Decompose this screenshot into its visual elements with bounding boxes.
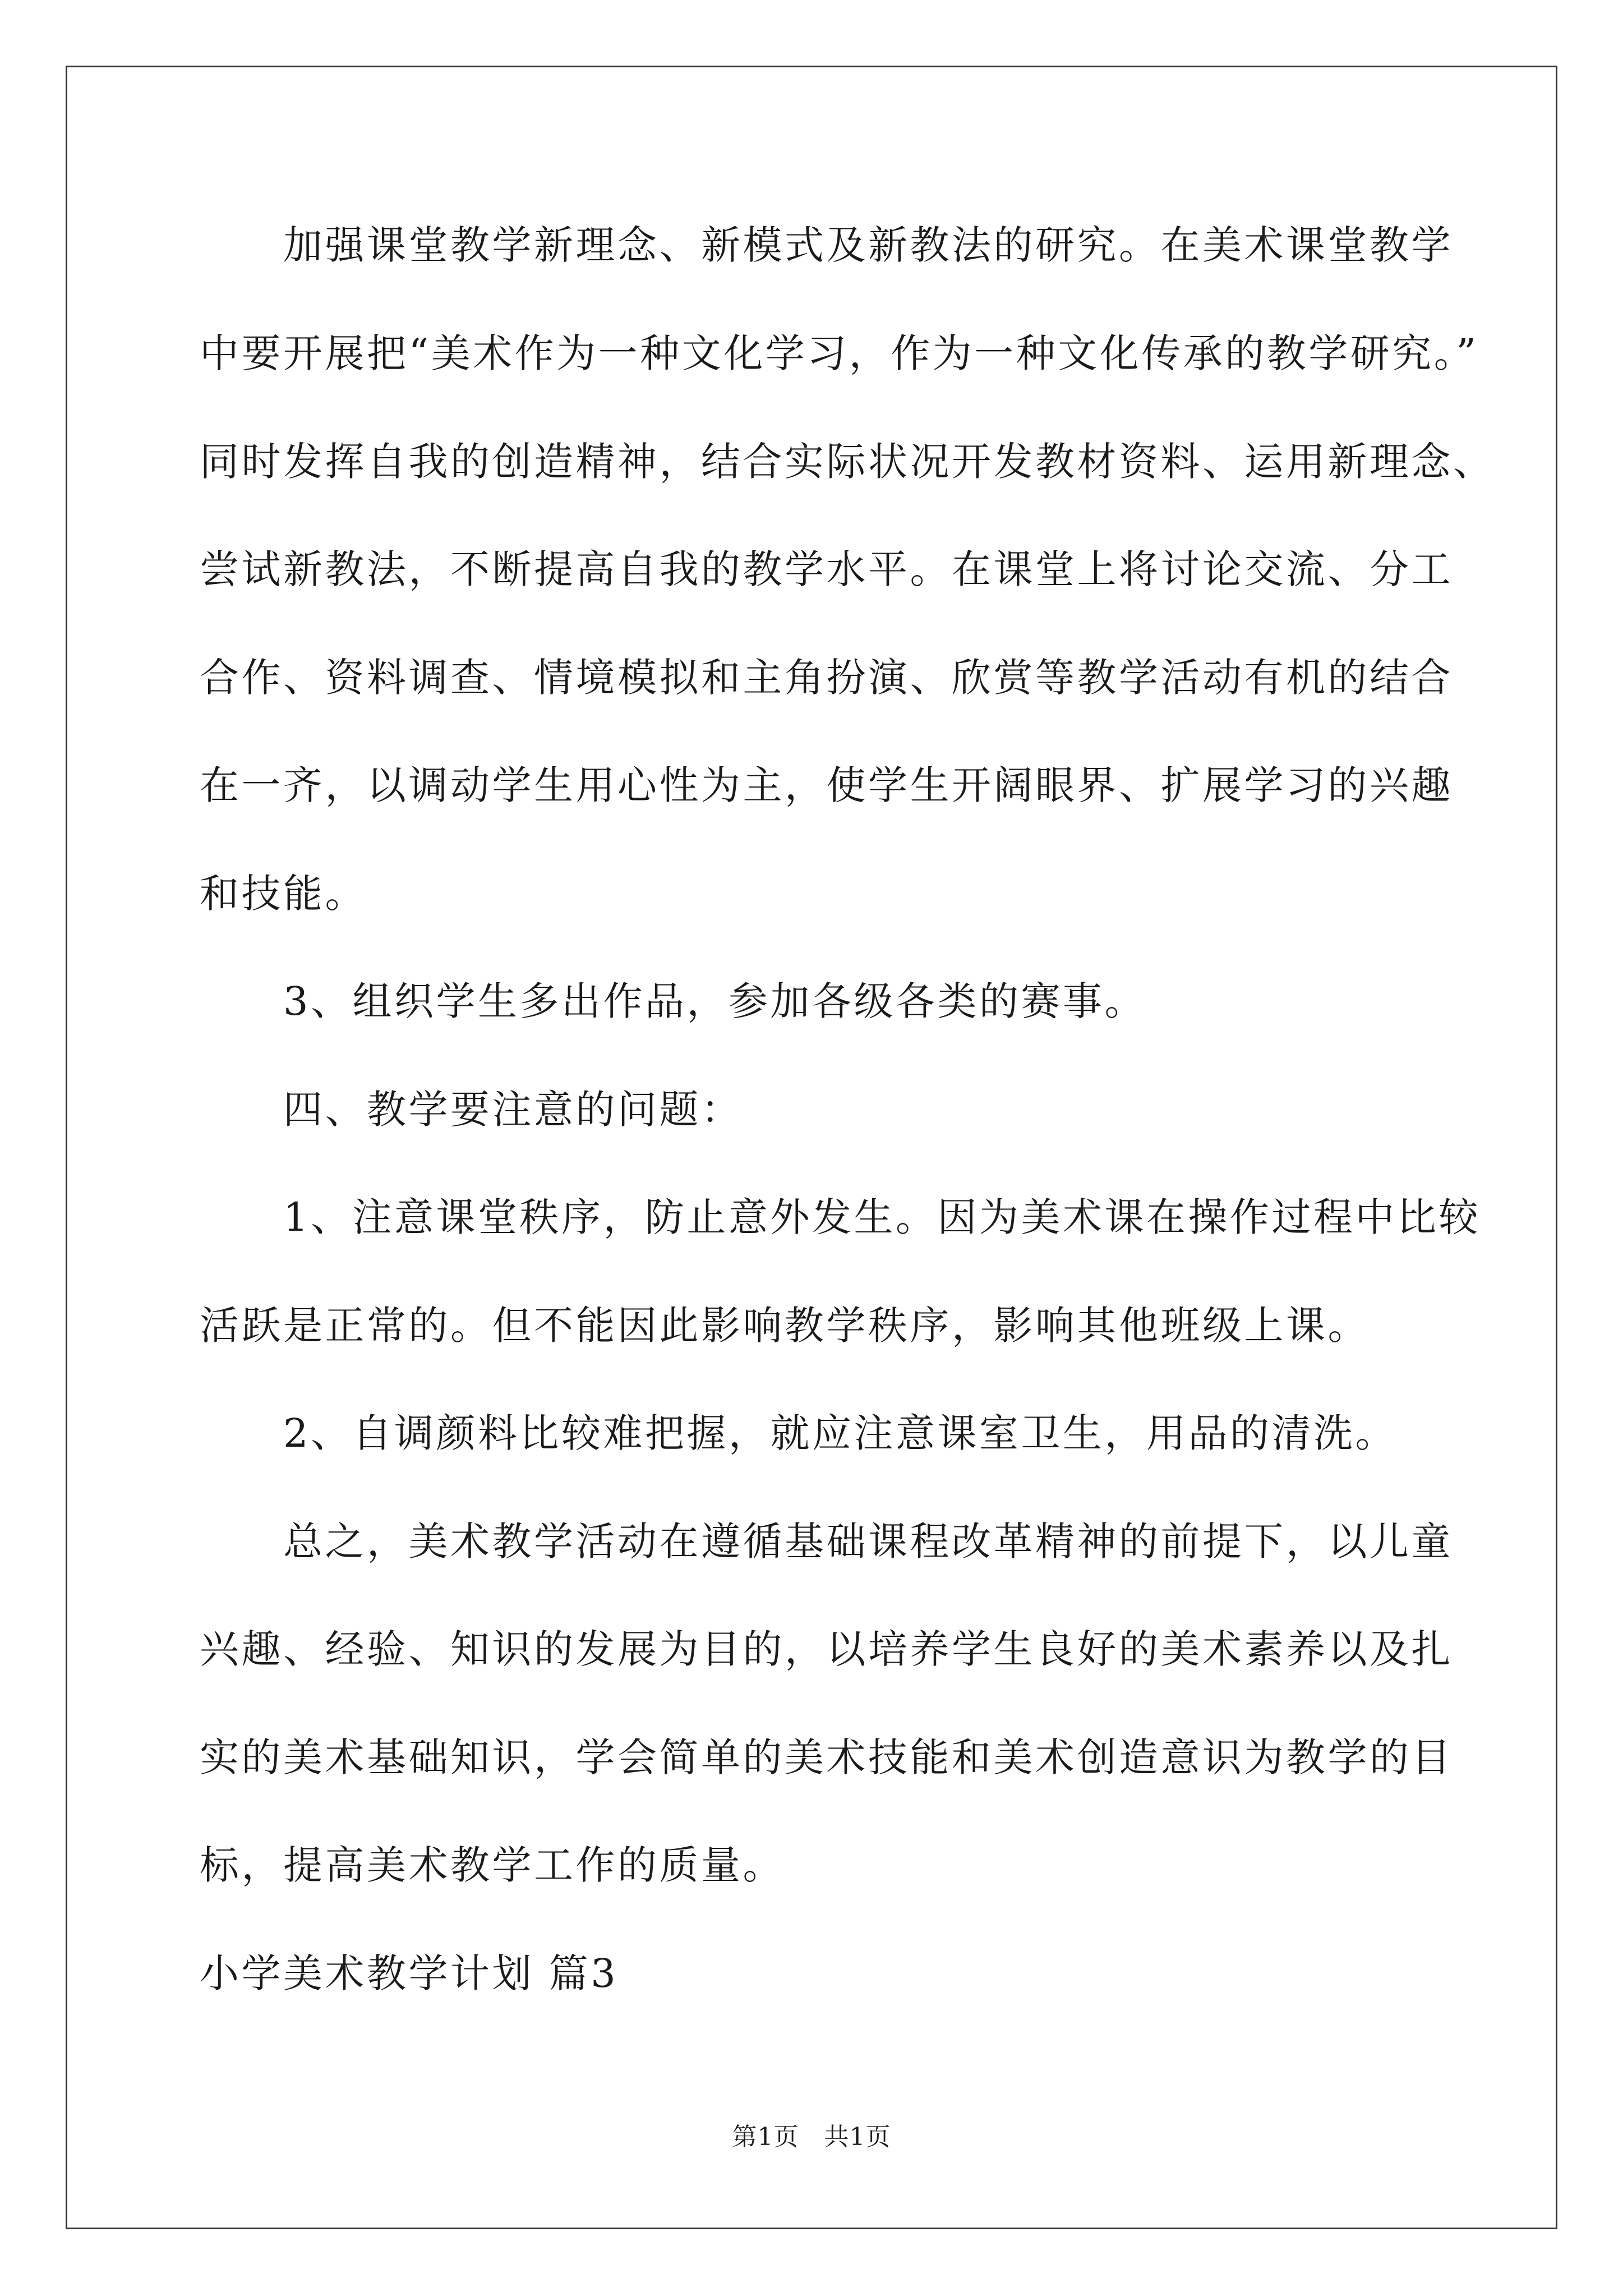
body-text-line: 实的美术基础知识，学会简单的美术技能和美术创造意识为教学的目 [200,1734,1453,1780]
body-text-line: 3、组织学生多出作品，参加各级各类的赛事。 [200,978,1147,1024]
body-text-line: 总之，美术教学活动在遵循基础课程改革精神的前提下，以儿童 [200,1519,1453,1565]
section-heading: 小学美术教学计划 篇3 [200,1950,619,1996]
body-text-line: 加强课堂教学新理念、新模式及新教法的研究。在美术课堂教学 [200,222,1453,268]
body-text-line: 中要开展把“美术作为一种文化学习，作为一种文化传承的教学研究。” [200,330,1479,376]
page-border [66,66,1557,2229]
body-text-line: 兴趣、经验、知识的发展为目的，以培养学生良好的美术素养以及扎 [200,1626,1453,1672]
body-text-line: 和技能。 [200,871,367,917]
body-text-line: 四、教学要注意的问题： [200,1087,743,1133]
body-text-line: 2、自调颜料比较难把握，就应注意课室卫生，用品的清洗。 [200,1410,1398,1456]
body-text-line: 1、注意课堂秩序，防止意外发生。因为美术课在操作过程中比较 [200,1194,1481,1240]
body-text-line: 标，提高美术教学工作的质量。 [200,1842,785,1888]
body-text-line: 合作、资料调查、情境模拟和主角扮演、欣赏等教学活动有机的结合 [200,655,1453,701]
page-footer: 第1页 共1页 [732,2123,891,2151]
body-text-line: 活跃是正常的。但不能因此影响教学秩序，影响其他班级上课。 [200,1303,1370,1349]
body-text-line: 同时发挥自我的创造精神，结合实际状况开发教材资料、运用新理念、 [200,439,1495,485]
body-text-line: 尝试新教法，不断提高自我的教学水平。在课堂上将讨论交流、分工 [200,546,1453,592]
body-text-line: 在一齐，以调动学生用心性为主，使学生开阔眼界、扩展学习的兴趣 [200,762,1453,808]
